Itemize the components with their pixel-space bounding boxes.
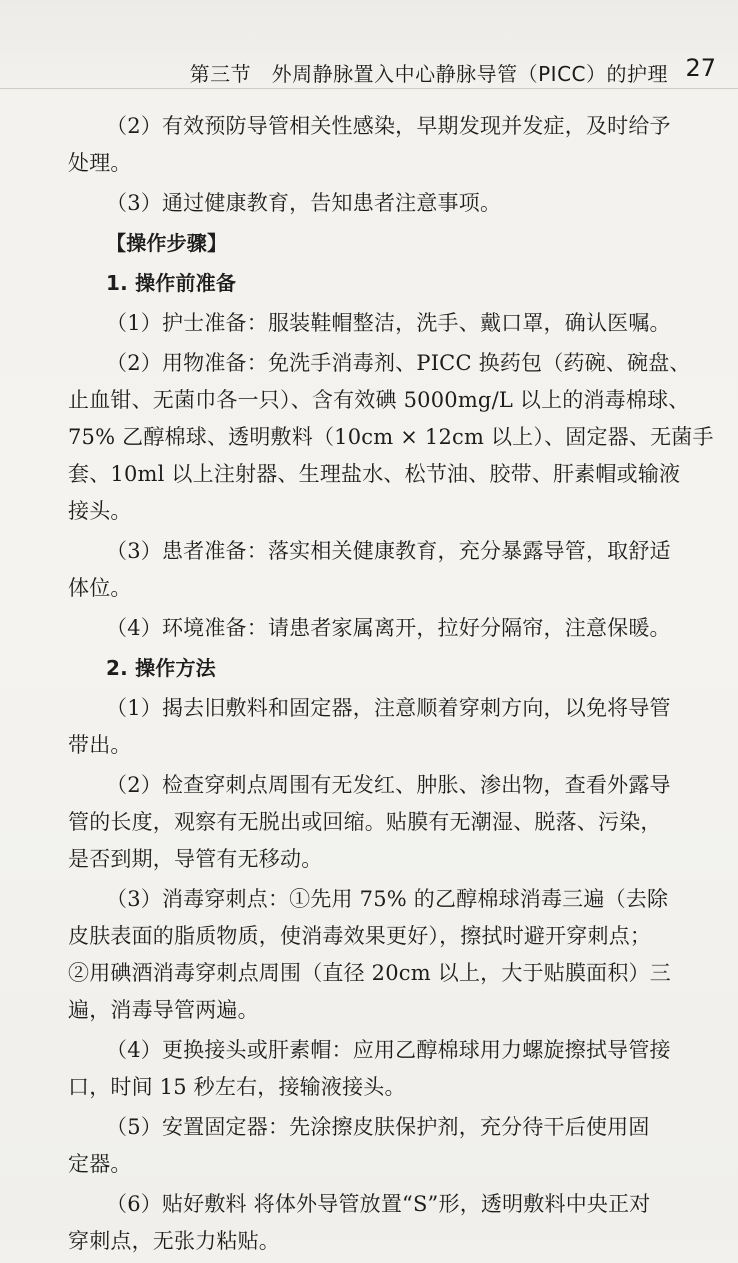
paragraph-inspect-site xyxy=(68,767,688,878)
paragraph-replace-connector xyxy=(68,1032,688,1106)
page-number: 27 xyxy=(685,54,716,82)
page-body xyxy=(68,108,714,1263)
text-line: （1）护士准备：服装鞋帽整洁，洗手、戴口罩，确认医嘱。 xyxy=(106,311,671,335)
text-line: （1）揭去旧敷料和固定器，注意顺着穿刺方向，以免将导管 xyxy=(106,696,671,720)
text-line: （4）更换接头或肝素帽：应用乙醇棉球用力螺旋擦拭导管接 xyxy=(106,1038,671,1062)
section-heading: 【操作步骤】 xyxy=(106,231,228,255)
text-line: 75% 乙醇棉球、透明敷料（10cm × 12cm 以上）、固定器、无菌手 xyxy=(68,425,714,449)
text-line: 穿刺点，无张力粘贴。 xyxy=(68,1229,280,1253)
paragraph-nurse-prep xyxy=(68,305,688,342)
text-line: （2）检查穿刺点周围有无发红、肿胀、渗出物，查看外露导 xyxy=(106,773,671,797)
text-line: 体位。 xyxy=(68,576,132,600)
paragraph-apply-dressing xyxy=(68,1186,688,1260)
subsection-heading: 1. 操作前准备 xyxy=(106,271,237,295)
text-line: （3）患者准备：落实相关健康教育，充分暴露导管，取舒适 xyxy=(106,539,671,563)
paragraph-place-fixator xyxy=(68,1109,688,1183)
text-line: 带出。 xyxy=(68,733,132,757)
text-line: （4）环境准备：请患者家属离开，拉好分隔帘，注意保暖。 xyxy=(106,616,671,640)
text-line: 皮肤表面的脂质物质，使消毒效果更好），擦拭时避开穿刺点； xyxy=(68,924,652,948)
heading-method xyxy=(68,650,688,687)
paragraph-remove-dressing xyxy=(68,690,688,764)
text-line: 口，时间 15 秒左右，接输液接头。 xyxy=(68,1075,406,1099)
text-line: 处理。 xyxy=(68,151,132,175)
text-line: 接头。 xyxy=(68,499,132,523)
text-line: （6）贴好敷料 将体外导管放置“S”形，透明敷料中央正对 xyxy=(106,1192,651,1216)
subsection-heading: 2. 操作方法 xyxy=(106,656,216,680)
text-line: （2）有效预防导管相关性感染，早期发现并发症，及时给予 xyxy=(106,114,671,138)
running-header xyxy=(0,52,738,88)
text-line: ②用碘酒消毒穿刺点周围（直径 20cm 以上，大于贴膜面积）三 xyxy=(68,961,671,985)
section-title: 第三节 外周静脉置入中心静脉导管（PICC）的护理 xyxy=(189,62,668,86)
text-line: （2）用物准备：免洗手消毒剂、PICC 换药包（药碗、碗盘、 xyxy=(106,351,691,375)
heading-preparation xyxy=(68,265,688,302)
heading-procedure-steps xyxy=(68,225,688,262)
paragraph-goal-2 xyxy=(68,108,688,182)
header-divider xyxy=(0,88,738,89)
text-line: （3）通过健康教育，告知患者注意事项。 xyxy=(106,191,502,215)
paragraph-environment-prep xyxy=(68,610,688,647)
paragraph-patient-prep xyxy=(68,533,688,607)
text-line: 是否到期，导管有无移动。 xyxy=(68,847,323,871)
paragraph-goal-3 xyxy=(68,185,688,222)
text-line: （3）消毒穿刺点：①先用 75% 的乙醇棉球消毒三遍（去除 xyxy=(106,887,669,911)
text-line: （5）安置固定器：先涂擦皮肤保护剂，充分待干后使用固 xyxy=(106,1115,650,1139)
text-line: 定器。 xyxy=(68,1152,132,1176)
text-line: 遍，消毒导管两遍。 xyxy=(68,998,259,1022)
paragraph-disinfect-site xyxy=(68,881,688,1029)
text-line: 管的长度，观察有无脱出或回缩。贴膜有无潮湿、脱落、污染， xyxy=(68,810,662,834)
paragraph-supplies-prep xyxy=(68,345,714,530)
text-line: 套、10ml 以上注射器、生理盐水、松节油、胶带、肝素帽或输液 xyxy=(68,462,681,486)
text-line: 止血钳、无菌巾各一只）、含有效碘 5000mg/L 以上的消毒棉球、 xyxy=(68,388,690,412)
